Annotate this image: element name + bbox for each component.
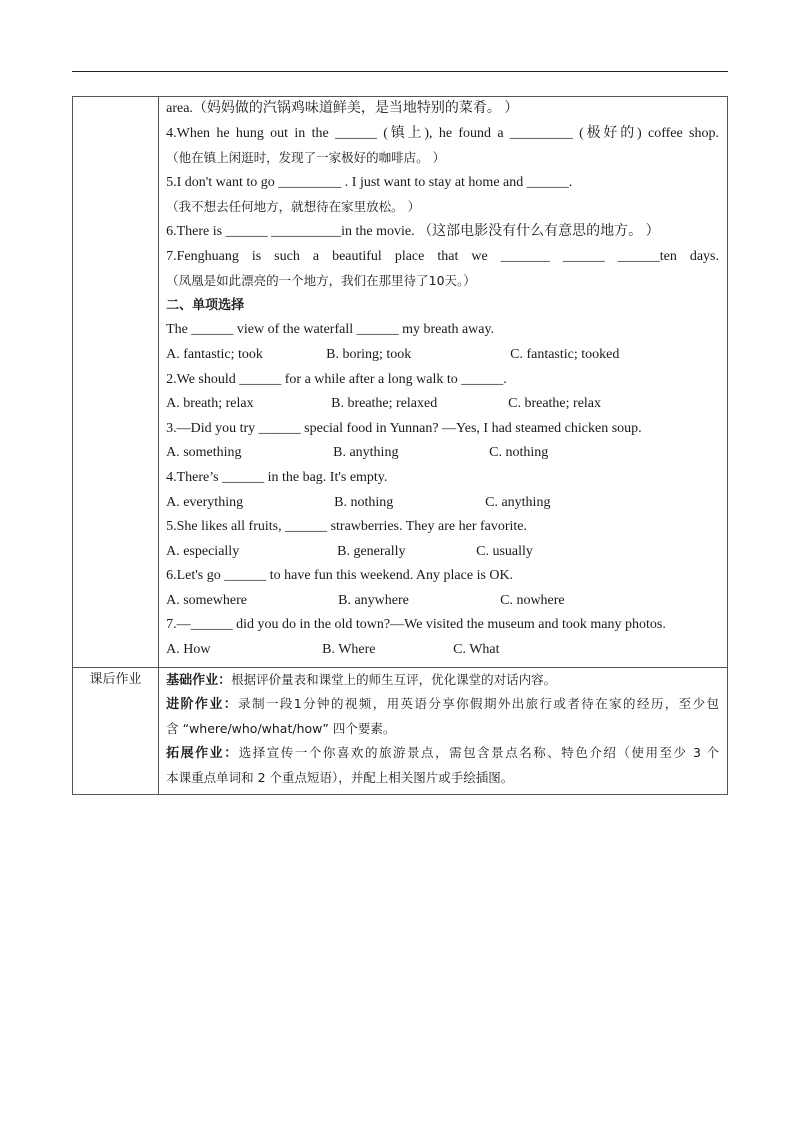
option-a: A. something bbox=[166, 445, 242, 461]
question-options bbox=[166, 343, 719, 368]
option-b: B. generally bbox=[337, 543, 406, 559]
homework-basic-text: 根据评价量表和课堂上的师生互评，优化课堂的对话内容。 bbox=[231, 671, 557, 687]
exercise-content-cell bbox=[159, 97, 728, 668]
question-4 bbox=[166, 466, 719, 515]
question-options bbox=[166, 638, 719, 663]
option-c: C. What bbox=[453, 642, 500, 658]
homework-basic bbox=[166, 668, 719, 693]
option-c: C. anything bbox=[485, 494, 551, 510]
question-stem: 7.—______ did you do in the old town?—We visited the museum and took many photos. bbox=[166, 617, 666, 633]
question-options bbox=[166, 540, 719, 565]
homework-advanced-2: 含 “where/who/what/how” 四个要素。 bbox=[166, 720, 396, 736]
option-b: B. boring; took bbox=[326, 346, 412, 362]
question-options bbox=[166, 392, 719, 417]
option-b: B. breathe; relaxed bbox=[331, 396, 438, 412]
homework-extended-title: 拓展作业： bbox=[166, 746, 239, 762]
option-b: B. anywhere bbox=[338, 592, 409, 608]
question-3 bbox=[166, 417, 719, 466]
option-c: C. usually bbox=[476, 543, 533, 559]
exercise-line-2: 4.When he hung out in the ______ (镇上), he found a _________ (极好的) coffee shop. bbox=[166, 125, 719, 141]
option-c: C. nowhere bbox=[500, 592, 565, 608]
exercise-line-7: 7.Fenghuang is such a beautiful place that we _______ ______ ______ten days. bbox=[166, 248, 719, 264]
homework-content-cell bbox=[159, 667, 728, 794]
question-options bbox=[166, 491, 719, 516]
homework-extended-text-1: 选择宣传一个你喜欢的旅游景点，需包含景点名称、特色介绍（使用至少 3 个 bbox=[238, 745, 719, 761]
question-2 bbox=[166, 368, 719, 417]
lesson-table bbox=[72, 96, 728, 795]
question-1 bbox=[166, 318, 719, 367]
option-b: B. anything bbox=[333, 445, 399, 461]
option-b: B. nothing bbox=[334, 494, 394, 510]
homework-row bbox=[73, 667, 728, 794]
homework-basic-title: 基础作业： bbox=[166, 672, 232, 688]
exercise-line-8: （凤凰是如此漂亮的一个地方，我们在那里待了10天。） bbox=[166, 273, 476, 289]
option-a: A. everything bbox=[166, 494, 244, 510]
option-a: A. breath; relax bbox=[166, 396, 254, 412]
option-a: A. fantastic; took bbox=[166, 346, 263, 362]
exercise-line-1: area.（妈妈做的汽锅鸡味道鲜美，是当地特别的菜肴。 ） bbox=[166, 101, 519, 116]
option-a: A. somewhere bbox=[166, 592, 247, 608]
section-title: 二、单项选择 bbox=[166, 297, 245, 313]
exercise-row bbox=[73, 97, 728, 668]
option-a: A. especially bbox=[166, 543, 240, 559]
question-stem: 6.Let's go ______ to have fun this weekend. Any place is OK. bbox=[166, 568, 514, 584]
homework-extended-2: 本课重点单词和 2 个重点短语），并配上相关图片或手绘插图。 bbox=[166, 770, 514, 786]
question-6 bbox=[166, 564, 719, 613]
question-5 bbox=[166, 515, 719, 564]
exercise-label-cell bbox=[73, 97, 159, 668]
exercise-line-6: 6.There is ______ __________in the movie. （这部电影没有什么有意思的地方。 ） bbox=[166, 223, 660, 239]
question-stem: 2.We should ______ for a while after a long walk to ______. bbox=[166, 371, 507, 387]
homework-label: 课后作业 bbox=[73, 667, 159, 794]
homework-advanced-title: 进阶作业： bbox=[166, 697, 239, 713]
option-c: C. nothing bbox=[489, 445, 549, 461]
question-stem: 4.There’s ______ in the bag. It's empty. bbox=[166, 469, 388, 485]
question-7 bbox=[166, 613, 719, 662]
homework-advanced-1 bbox=[166, 692, 719, 717]
question-options bbox=[166, 441, 719, 466]
option-b: B. Where bbox=[322, 642, 376, 658]
exercise-line-4: 5.I don't want to go _________ . I just want to stay at home and ______. bbox=[166, 174, 573, 190]
option-c: C. fantastic; tooked bbox=[510, 346, 620, 362]
exercise-line-3: （他在镇上闲逛时，发现了一家极好的咖啡店。 ） bbox=[166, 150, 446, 166]
exercise-line-5: （我不想去任何地方，就想待在家里放松。 ） bbox=[166, 199, 421, 215]
question-stem: 3.—Did you try ______ special food in Yunnan? —Yes, I had steamed chicken soup. bbox=[166, 420, 642, 436]
question-options bbox=[166, 589, 719, 614]
header-rule bbox=[72, 71, 728, 72]
question-stem: The ______ view of the waterfall ______ my breath away. bbox=[166, 322, 495, 338]
homework-extended-1 bbox=[166, 741, 719, 766]
homework-advanced-text-1: 录制一段1分钟的视频，用英语分享你假期外出旅行或者待在家的经历，至少包 bbox=[238, 696, 719, 712]
option-a: A. How bbox=[166, 642, 211, 658]
option-c: C. breathe; relax bbox=[508, 396, 602, 412]
question-stem: 5.She likes all fruits, ______ strawberries. They are her favorite. bbox=[166, 519, 528, 535]
